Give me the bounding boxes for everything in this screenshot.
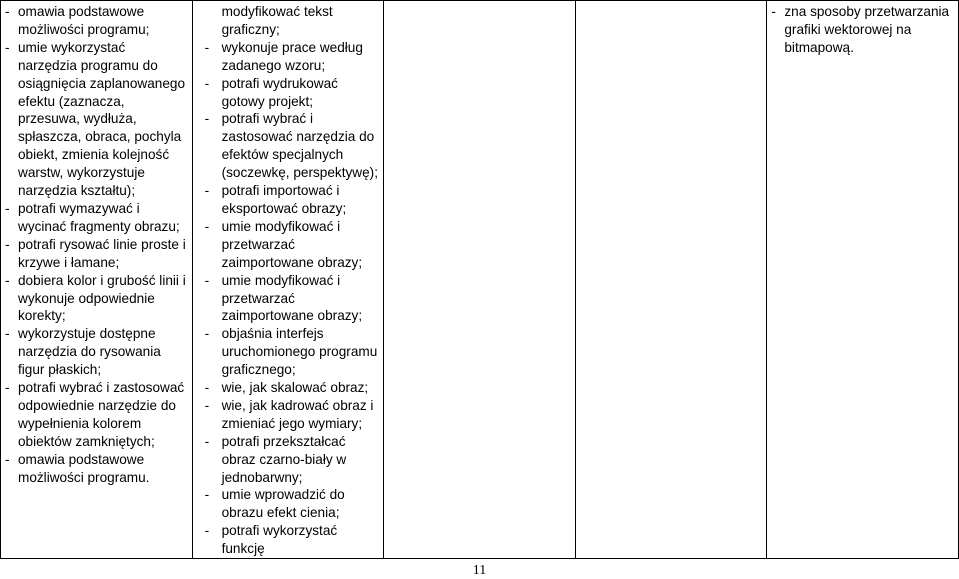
table-cell-col-4: [575, 1, 767, 559]
list-item: [5, 451, 188, 487]
list-item: [5, 3, 188, 39]
list-dash: -: [204, 75, 210, 91]
list-item: [5, 236, 188, 272]
list-item-text: potrafi wydrukować gotowy projekt;: [221, 75, 338, 109]
list-dash: -: [5, 236, 10, 252]
list-dash: -: [204, 111, 210, 127]
requirements-list-col-5: [771, 3, 954, 57]
requirements-list-col-2: [205, 3, 380, 558]
list-item: [205, 486, 380, 522]
requirements-list-col-1: [5, 3, 188, 486]
table-cell-col-2: [192, 1, 384, 559]
list-item: [205, 39, 380, 75]
list-item-text: omawia podstawowe możliwości programu.: [18, 451, 150, 485]
list-item: [5, 200, 188, 236]
list-item-text: objaśnia interfejs uruchomionego programu graficznego;: [221, 326, 378, 378]
list-item: [205, 218, 380, 272]
list-item-text: umie wykorzystać narzędzia programu do osiągnięcia zaplanowanego efektu (zaznacza, przesuwa, wydłuża, spłaszcza, obraca, pochyla obiekt, zmienia kolejność warstw, wykorzystuje narzędzia kształtu);: [18, 39, 186, 199]
list-dash: -: [204, 397, 210, 413]
list-item: [5, 272, 188, 326]
list-item-text: potrafi wybrać i zastosować narzędzia do efektów specjalnych (soczewkę, perspektywę);: [221, 111, 378, 181]
list-item-text: dobiera kolor i grubość linii i wykonuje odpowiednie korekty;: [18, 272, 186, 324]
list-item: [205, 110, 380, 182]
list-item: [205, 433, 380, 487]
list-dash: -: [5, 39, 10, 55]
list-dash: -: [204, 218, 210, 234]
list-dash: -: [5, 200, 10, 216]
list-item: [771, 3, 954, 57]
list-item-text: potrafi importować i eksportować obrazy;: [221, 183, 347, 216]
list-item-text: wie, jak skalować obraz;: [221, 380, 369, 396]
list-item: [205, 379, 380, 397]
list-dash: -: [204, 326, 210, 342]
list-dash: -: [5, 272, 10, 288]
list-dash: -: [5, 451, 10, 467]
list-item: [205, 397, 380, 433]
list-item: [5, 379, 188, 451]
list-item-text: umie wprowadzić do obrazu efekt cienia;: [221, 487, 345, 521]
list-dash: -: [204, 380, 210, 396]
list-dash: -: [204, 523, 210, 539]
list-item: [205, 75, 380, 111]
list-item: [205, 3, 380, 39]
list-item-text: potrafi wymazywać i wycinać fragmenty obrazu;: [18, 200, 180, 234]
list-item-text: potrafi przekształcać obraz czarno-biały w jednobarwny;: [221, 433, 347, 485]
list-item: [205, 182, 380, 218]
list-item-text: umie modyfikować i przetwarzać zaimportowane obrazy;: [221, 218, 363, 270]
list-item: [205, 272, 380, 326]
list-item-text: modyfikować tekst graficzny;: [221, 4, 333, 37]
list-item-text: wykorzystuje dostępne narzędzia do rysowania figur płaskich;: [18, 326, 161, 378]
list-item-text: potrafi wybrać i zastosować odpowiednie narzędzie do wypełnienia kolorem obiektów zamkniętych;: [18, 380, 185, 449]
list-dash: -: [5, 326, 10, 342]
list-dash: -: [204, 487, 210, 503]
list-dash: -: [204, 433, 210, 449]
table-cell-col-1: [1, 1, 193, 559]
table-cell-col-5: [767, 1, 959, 559]
list-item-text: potrafi wykorzystać funkcję: [221, 523, 338, 557]
list-item: [5, 325, 188, 379]
list-item-text: potrafi rysować linie proste i krzywe i łamane;: [18, 236, 186, 270]
page-number: 11: [472, 563, 487, 578]
list-item-text: wie, jak kadrować obraz i zmieniać jego wymiary;: [221, 397, 374, 431]
list-dash: -: [771, 4, 776, 19]
list-dash: -: [204, 272, 210, 288]
list-dash: -: [204, 183, 210, 199]
list-item: [5, 39, 188, 200]
list-item-text: umie modyfikować i przetwarzać zaimportowane obrazy;: [221, 272, 363, 324]
list-item-text: zna sposoby przetwarzania grafiki wektorowej na bitmapową.: [784, 4, 950, 55]
list-item: [205, 325, 380, 379]
list-item-text: omawia podstawowe możliwości programu;: [18, 4, 150, 37]
list-item: [205, 522, 380, 558]
table-row: [1, 1, 959, 559]
list-dash: -: [5, 380, 10, 396]
list-dash: -: [5, 4, 10, 19]
list-dash: -: [204, 39, 210, 55]
table-cell-col-3: [384, 1, 576, 559]
list-item-text: wykonuje prace według zadanego wzoru;: [221, 39, 363, 73]
